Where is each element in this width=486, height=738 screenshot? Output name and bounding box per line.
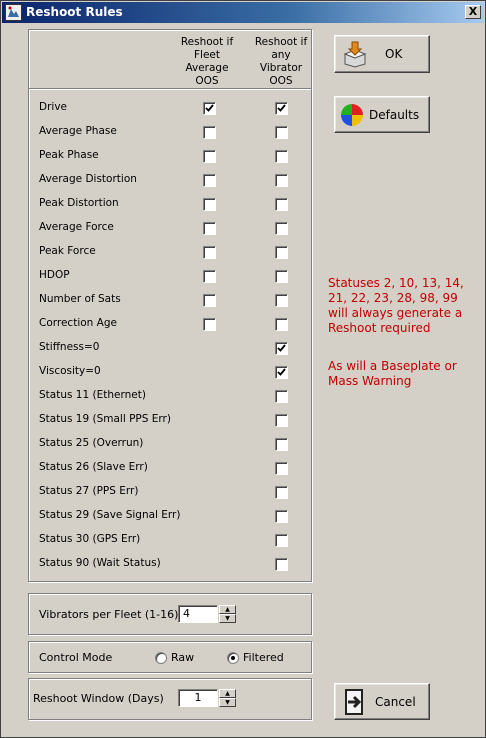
raw-radio[interactable] xyxy=(155,652,167,664)
reshoot-window-group xyxy=(28,678,312,720)
vibrators-per-fleet-spinner xyxy=(219,605,236,623)
rule-label: Status 29 (Save Signal Err) xyxy=(39,509,181,521)
fleet-average-oos-checkbox[interactable] xyxy=(203,102,216,115)
ok-label: OK xyxy=(385,47,403,61)
any-vibrator-oos-checkbox[interactable] xyxy=(275,558,288,571)
any-vibrator-oos-checkbox[interactable] xyxy=(275,438,288,451)
baseplate-notice: As will a Baseplate or Mass Warning xyxy=(328,359,457,388)
rule-label: Status 27 (PPS Err) xyxy=(39,485,139,497)
any-vibrator-oos-checkbox[interactable] xyxy=(275,270,288,283)
rule-label: Status 19 (Small PPS Err) xyxy=(39,413,171,425)
any-vibrator-oos-checkbox[interactable] xyxy=(275,510,288,523)
rule-label: HDOP xyxy=(39,269,70,281)
fleet-average-oos-checkbox[interactable] xyxy=(203,318,216,331)
any-vibrator-oos-checkbox[interactable] xyxy=(275,198,288,211)
defaults-label: Defaults xyxy=(369,108,420,122)
fleet-average-oos-checkbox[interactable] xyxy=(203,270,216,283)
fleet-average-oos-checkbox[interactable] xyxy=(203,294,216,307)
rules-table xyxy=(28,29,312,582)
app-icon xyxy=(5,4,22,21)
any-vibrator-oos-checkbox[interactable] xyxy=(275,486,288,499)
spin-down-icon[interactable]: ▼ xyxy=(219,698,236,707)
reshoot-window-spinner xyxy=(219,689,236,707)
fleet-average-oos-checkbox[interactable] xyxy=(203,222,216,235)
reshoot-window-value: 1 xyxy=(194,691,202,704)
any-vibrator-oos-checkbox[interactable] xyxy=(275,102,288,115)
cancel-label: Cancel xyxy=(375,695,416,709)
vibrator-column-header: Reshoot if any Vibrator OOS xyxy=(254,36,308,87)
rule-label: Average Force xyxy=(39,221,114,233)
control-mode-label: Control Mode xyxy=(39,651,113,664)
vibrators-per-fleet-label: Vibrators per Fleet (1-16) xyxy=(39,608,179,621)
exit-door-icon xyxy=(343,688,369,719)
ok-button[interactable] xyxy=(334,35,430,73)
title-bar xyxy=(2,2,484,23)
rule-label: Status 26 (Slave Err) xyxy=(39,461,148,473)
any-vibrator-oos-checkbox[interactable] xyxy=(275,294,288,307)
rule-label: Stiffness=0 xyxy=(39,341,100,353)
fleet-average-oos-checkbox[interactable] xyxy=(203,198,216,211)
rule-label: Number of Sats xyxy=(39,293,121,305)
vibrators-per-fleet-group xyxy=(28,593,312,635)
rule-label: Peak Force xyxy=(39,245,96,257)
rule-label: Peak Phase xyxy=(39,149,99,161)
rule-label: Drive xyxy=(39,101,67,113)
control-mode-group xyxy=(28,641,312,673)
close-icon[interactable]: X xyxy=(465,5,481,19)
defaults-button[interactable] xyxy=(334,96,430,133)
raw-radio-label[interactable]: Raw xyxy=(171,651,195,664)
spin-down-icon[interactable]: ▼ xyxy=(219,614,236,623)
any-vibrator-oos-checkbox[interactable] xyxy=(275,366,288,379)
rule-label: Status 90 (Wait Status) xyxy=(39,557,161,569)
radio-dot xyxy=(231,656,235,660)
rule-label: Peak Distortion xyxy=(39,197,119,209)
any-vibrator-oos-checkbox[interactable] xyxy=(275,414,288,427)
window-title: Reshoot Rules xyxy=(26,5,123,19)
fleet-column-header: Reshoot if Fleet Average OOS xyxy=(180,36,234,87)
filtered-radio-label[interactable]: Filtered xyxy=(243,651,284,664)
fleet-average-oos-checkbox[interactable] xyxy=(203,150,216,163)
install-box-icon xyxy=(341,40,369,71)
any-vibrator-oos-checkbox[interactable] xyxy=(275,126,288,139)
rule-label: Average Distortion xyxy=(39,173,137,185)
fleet-average-oos-checkbox[interactable] xyxy=(203,126,216,139)
spin-up-icon[interactable]: ▲ xyxy=(219,605,236,614)
any-vibrator-oos-checkbox[interactable] xyxy=(275,462,288,475)
fleet-average-oos-checkbox[interactable] xyxy=(203,174,216,187)
color-ball-icon xyxy=(340,103,364,130)
any-vibrator-oos-checkbox[interactable] xyxy=(275,246,288,259)
fleet-average-oos-checkbox[interactable] xyxy=(203,246,216,259)
rule-label: Viscosity=0 xyxy=(39,365,101,377)
spin-up-icon[interactable]: ▲ xyxy=(219,689,236,698)
rule-label: Status 30 (GPS Err) xyxy=(39,533,141,545)
statuses-notice: Statuses 2, 10, 13, 14, 21, 22, 23, 28, 98, 99 will always generate a Reshoot required xyxy=(328,276,464,335)
reshoot-window-label: Reshoot Window (Days) xyxy=(33,692,164,705)
header-divider xyxy=(29,88,311,90)
rule-label: Correction Age xyxy=(39,317,117,329)
cancel-button[interactable] xyxy=(334,683,430,720)
filtered-radio[interactable] xyxy=(227,652,239,664)
any-vibrator-oos-checkbox[interactable] xyxy=(275,390,288,403)
rule-label: Status 11 (Ethernet) xyxy=(39,389,146,401)
any-vibrator-oos-checkbox[interactable] xyxy=(275,318,288,331)
reshoot-window-input[interactable] xyxy=(178,689,218,707)
rule-label: Average Phase xyxy=(39,125,117,137)
any-vibrator-oos-checkbox[interactable] xyxy=(275,150,288,163)
vibrators-per-fleet-value: 4 xyxy=(183,607,190,620)
any-vibrator-oos-checkbox[interactable] xyxy=(275,342,288,355)
rule-label: Status 25 (Overrun) xyxy=(39,437,144,449)
any-vibrator-oos-checkbox[interactable] xyxy=(275,174,288,187)
any-vibrator-oos-checkbox[interactable] xyxy=(275,534,288,547)
vibrators-per-fleet-input[interactable] xyxy=(178,605,218,623)
any-vibrator-oos-checkbox[interactable] xyxy=(275,222,288,235)
